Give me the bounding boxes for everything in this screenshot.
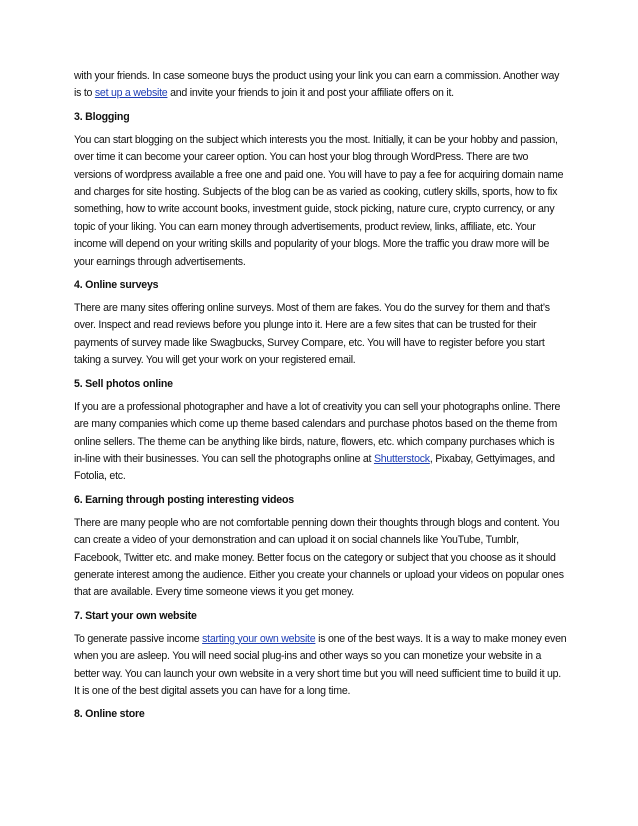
heading-own-website: 7. Start your own website: [74, 609, 197, 622]
photos-text-start: If you are a professional photographer and have a lot of creativity you can sell your photographs online. There are many companies which come up theme based calendars and purchase photos based on the theme from online sellers. The theme can be anything like birds, nature, flowers, etc. which company purchases which is in-line with their businesses. You can sell the photographs online at: [74, 400, 561, 465]
website-text-end: is one of the best ways. It is a way to make money even when you are asleep. You will need social plug-ins and other ways so you can monetize your website in a better way. You can launch your own website in a very short time but you will need sufficient time to build it up. It is one of the best digital assets you can have for a long time.: [74, 632, 567, 697]
heading-online-surveys: 4. Online surveys: [74, 279, 159, 292]
intro-text-start: with your friends. In case someone buys the product using your link you can earn a commission. Another way is to: [74, 70, 560, 100]
paragraph-sell-photos: [74, 399, 568, 486]
heading-blogging: 3. Blogging: [74, 110, 130, 123]
set-up-website-link[interactable]: set up a website: [94, 87, 168, 100]
heading-posting-videos: 6. Earning through posting interesting videos: [74, 493, 294, 506]
heading-online-store: 8. Online store: [74, 708, 145, 721]
website-text-start: To generate passive income: [74, 632, 203, 645]
photos-text-end: , Pixabay, Gettyimages, and Fotolia, etc.: [74, 452, 555, 483]
paragraph-online-surveys: There are many sites offering online surveys. Most of them are fakes. You do the survey for them and that’s over. Inspect and read reviews before you plunge into it. Here are a few sites that can be trusted for their payments of survey made like Swagbucks, Survey Compare, etc. You will have to register before you start taking a survey. You will get your work on your registered email.: [74, 302, 550, 367]
paragraph-posting-videos: There are many people who are not comfortable penning down their thoughts through blogs and content. You can create a video of your demonstration and can upload it on social channels like YouTube, Tumblr, Facebook, Twitter etc. and make money. Better focus on the category or subject that you choose as it should generate interest among the audience. Either you create your channels or upload your videos on popular ones that are available. Every time someone views it you get money.: [74, 516, 564, 599]
shutterstock-link[interactable]: Shutterstock: [373, 452, 430, 465]
heading-sell-photos: 5. Sell photos online: [74, 377, 173, 390]
intro-paragraph: [74, 68, 568, 103]
intro-text-end: and invite your friends to join it and post your affiliate offers on it.: [167, 87, 454, 100]
starting-own-website-link[interactable]: starting your own website: [202, 632, 316, 645]
paragraph-own-website: [74, 631, 568, 701]
paragraph-blogging: You can start blogging on the subject which interests you the most. Initially, it can be your hobby and passion, over time it can become your career option. You can host your blog through WordPress. There are two versions of wordpress available a free one and paid one. You will have to pay a fee for acquiring domain name and charges for site hosting. Subjects of the blog can be as varied as cooking, cutlery skills, sports, how to fix something, how to write account books, investment guide, stock picking, nature cure, crypto currency, or any topic of your liking. You can earn money through advertisements, product review, links, affiliate, etc. Your income will depend on your writing skills and popularity of your blogs. More the traffic you draw more will be your earnings through advertisements.: [74, 133, 564, 268]
